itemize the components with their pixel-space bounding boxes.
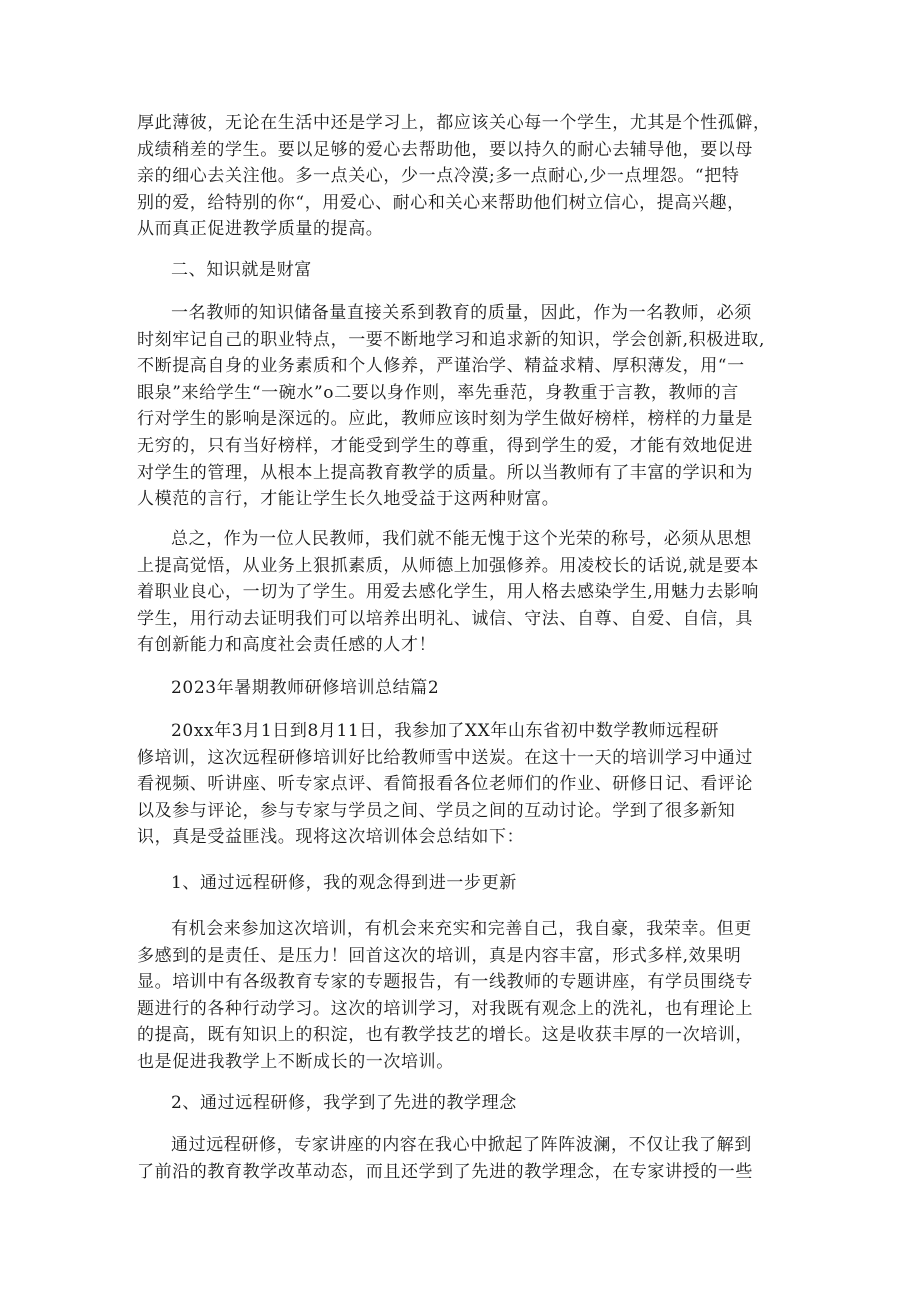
text-line: 一名教师的知识储备量直接关系到教育的质量，因此，作为一名教师，必须 xyxy=(171,303,752,323)
paragraph-care-students xyxy=(137,110,797,243)
text-line: 了前沿的教育教学改革动态，而且还学到了先进的教学理念，在专家讲授的一些 xyxy=(137,1161,753,1182)
section-heading-teaching-philosophy: 2、通过远程研修，我学到了先进的教学理念 xyxy=(171,1093,517,1113)
text-line: 时刻牢记自己的职业特点，一要不断地学习和追求新的知识，学会创新,积极进取, xyxy=(137,329,766,350)
paragraph-knowledge xyxy=(137,300,797,513)
paragraph-expert-lectures xyxy=(137,1132,797,1185)
text-line: 上提高觉悟，从业务上狠抓素质，从师德上加强修养。用凌校长的话说,就是要本 xyxy=(137,555,760,576)
text-line: 显。培训中有各级教育专家的专题报告，有一线教师的专题讲座，有学员围绕专 xyxy=(137,972,753,993)
text-line: 有机会来参加这次培训，有机会来充实和完善自己，我自豪，我荣幸。但更 xyxy=(171,919,752,939)
section-heading-concept-update: 1、通过远程研修，我的观念得到进一步更新 xyxy=(171,873,517,893)
text-line: 无穷的，只有当好榜样，才能受到学生的尊重，得到学生的爱，才能有效地促进 xyxy=(137,435,753,456)
text-line: 总之，作为一位人民教师，我们就不能无愧于这个光荣的称号，必须从思想 xyxy=(171,529,752,549)
text-line: 修培训，这次远程研修培训好比给教师雪中送炭。在这十一天的培训学习中通过 xyxy=(137,747,753,768)
text-line: 从而真正促进教学质量的提高。 xyxy=(137,219,384,240)
text-line: 亲的细心去关注他。多一点关心，少一点冷漠;多一点耐心,少一点埋怨。“把特 xyxy=(137,166,740,187)
text-line: 多感到的是责任、是压力！回首这次的培训，真是内容丰富，形式多样,效果明 xyxy=(137,945,742,966)
text-line: 别的爱，给特别的你“，用爱心、耐心和关心来帮助他们树立信心，提高兴趣， xyxy=(137,192,745,213)
text-line: 对学生的管理，从根本上提高教育教学的质量。所以当教师有了丰富的学识和为 xyxy=(137,462,753,483)
text-line: 着职业良心，一切为了学生。用爱去感化学生，用人格去感染学生,用魅力去影响 xyxy=(137,582,760,603)
text-line: 的提高，既有知识上的积淀，也有教学技艺的增长。这是收获丰厚的一次培训， xyxy=(137,1025,753,1046)
text-line: 题进行的各种行动学习。这次的培训学习，对我既有观念上的洗礼，也有理论上 xyxy=(137,998,753,1019)
paragraph-training-experience xyxy=(137,916,797,1076)
text-line: 厚此薄彼，无论在生活中还是学习上，都应该关心每一个学生，尤其是个性孤僻， xyxy=(137,113,771,133)
paragraph-conclusion xyxy=(137,526,797,659)
text-line: 通过远程研修，专家讲座的内容在我心中掀起了阵阵波澜，不仅让我了解到 xyxy=(171,1135,752,1155)
text-line: 人模范的言行，才能让学生长久地受益于这两种财富。 xyxy=(137,489,560,510)
text-line: 20xx年3月1日到8月11日，我参加了XX年山东省初中数学教师远程研 xyxy=(171,721,720,741)
text-line: 成绩稍差的学生。要以足够的爱心去帮助他，要以持久的耐心去辅导他，要以母 xyxy=(137,139,753,160)
text-line: 看视频、听讲座、听专家点评、看简报看各位老师们的作业、研修日记、看评论 xyxy=(137,774,753,795)
text-line: 行对学生的影响是深远的。应此，教师应该时刻为学生做好榜样，榜样的力量是 xyxy=(137,409,753,430)
text-line: 有创新能力和高度社会责任感的人才！ xyxy=(137,635,437,656)
text-line: 不断提高自身的业务素质和个人修养，严谨治学、精益求精、厚积薄发，用“一 xyxy=(137,356,745,377)
article-title-part2: 2023年暑期教师研修培训总结篇2 xyxy=(171,678,440,698)
text-line: 学生，用行动去证明我们可以培养出明礼、诚信、守法、自尊、自爱、自信，具 xyxy=(137,608,753,629)
text-line: 识，真是受益匪浅。现将这次培训体会总结如下： xyxy=(137,827,525,848)
text-line: 也是促进我教学上不断成长的一次培训。 xyxy=(137,1051,454,1072)
text-line: 以及参与评论，参与专家与学员之间、学员之间的互动讨论。学到了很多新知 xyxy=(137,800,736,821)
paragraph-training-intro xyxy=(137,718,797,851)
section-heading-knowledge: 二、知识就是财富 xyxy=(171,260,312,280)
text-line: 眼泉”来给学生“一碗水”o二要以身作则，率先垂范，身教重于言教，教师的言 xyxy=(137,382,739,403)
